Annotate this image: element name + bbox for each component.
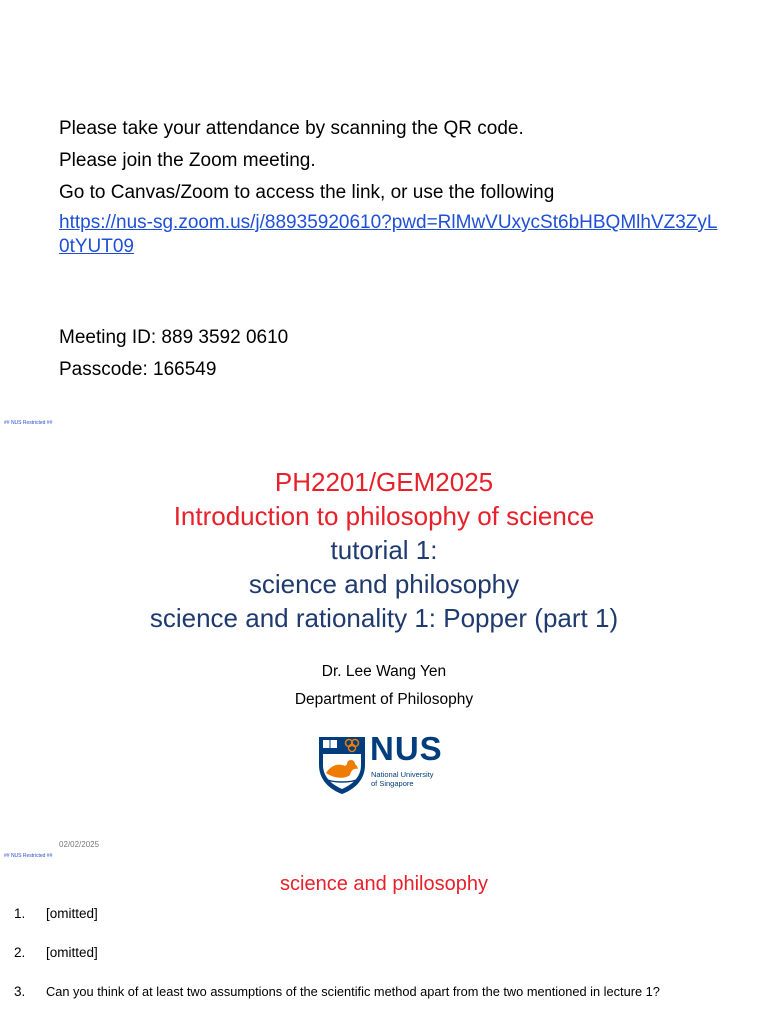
attendance-instruction: Please take your attendance by scanning the QR code. xyxy=(59,118,524,139)
nus-logo xyxy=(317,730,457,795)
canvas-instruction: Go to Canvas/Zoom to access the link, or use the following xyxy=(59,182,555,203)
passcode: Passcode: 166549 xyxy=(59,359,217,380)
nus-name-line2: of Singapore xyxy=(371,779,414,788)
list-item-text: [omitted] xyxy=(46,906,98,921)
restricted-label: ## NUS Restricted ## xyxy=(4,853,53,859)
zoom-link[interactable]: https://nus-sg.zoom.us/j/88935920610?pwd=RlMwVUxycSt6bHBQMlhVZ3ZyL0tYUT09 xyxy=(59,212,718,257)
restricted-label: ## NUS Restricted ## xyxy=(4,420,53,426)
tutorial-number: tutorial 1: xyxy=(330,535,438,565)
author-name: Dr. Lee Wang Yen xyxy=(321,663,447,680)
zoom-instruction: Please join the Zoom meeting. xyxy=(59,150,316,171)
nus-wordmark: NUS xyxy=(370,730,443,767)
nus-name-line1: National University xyxy=(371,770,434,779)
course-title: Introduction to philosophy of science xyxy=(173,501,595,531)
tutorial-topic: science and philosophy xyxy=(248,569,520,599)
list-item-number: 1. xyxy=(14,906,26,921)
list-item-number: 2. xyxy=(14,945,26,960)
list-item-text: Can you think of at least two assumptions of the scientific method apart from the two mentioned in lecture 1? xyxy=(46,984,660,999)
tutorial-subtopic: science and rationality 1: Popper (part 1) xyxy=(149,603,619,633)
meeting-id: Meeting ID: 889 3592 0610 xyxy=(59,327,289,348)
slide-date: 02/02/2025 xyxy=(59,840,100,849)
department-name: Department of Philosophy xyxy=(294,691,474,708)
list-item-text: [omitted] xyxy=(46,945,98,960)
list-item-number: 3. xyxy=(14,984,26,999)
section-title: science and philosophy xyxy=(280,873,488,895)
course-code: PH2201/GEM2025 xyxy=(274,467,494,497)
